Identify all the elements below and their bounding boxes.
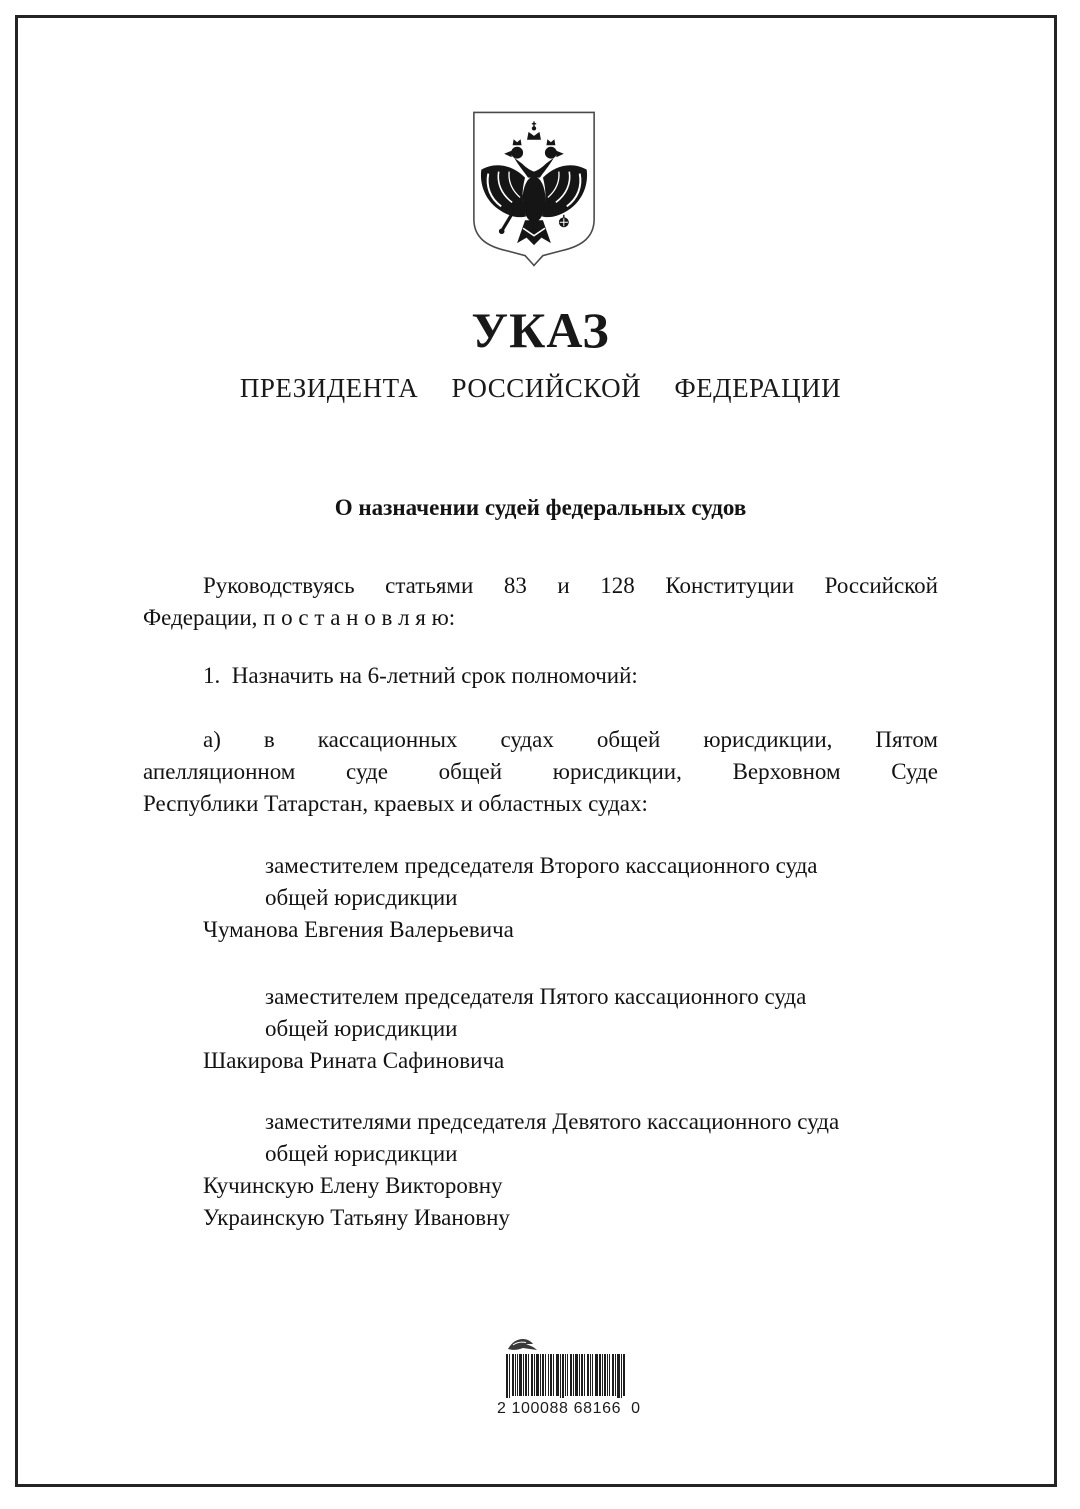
appointment-block-1 (143, 850, 938, 946)
item-1a-line-1: а) в кассационных судах общей юрисдикции, Пятом (203, 727, 938, 752)
preamble-paragraph (143, 570, 938, 634)
item-1-line: 1. Назначить на 6-летний срок полномочий: (203, 663, 638, 688)
appointment-3-position-line-2: общей юрисдикции (265, 1141, 458, 1166)
appointment-1-name: Чуманова Евгения Валерьевича (203, 917, 514, 942)
coat-of-arms-emblem (468, 108, 600, 267)
appointment-block-2 (143, 981, 938, 1077)
appointment-block-3 (143, 1106, 938, 1234)
appointment-2-position-line-1: заместителем председателя Пятого кассационного суда (265, 984, 807, 1009)
appointment-1-position-line-2: общей юрисдикции (265, 885, 458, 910)
item-1a-paragraph (143, 724, 938, 820)
decree-subject-title: О назначении судей федеральных судов (334, 495, 747, 520)
appointment-3-name-2: Украинскую Татьяну Ивановну (203, 1205, 510, 1230)
preamble-line-1: Руководствуясь статьями 83 и 128 Конституции Российской (203, 573, 938, 598)
appointment-2-name: Шакирова Рината Сафиновича (203, 1048, 505, 1073)
page-border-frame (15, 15, 1057, 1487)
item-1-paragraph (143, 660, 938, 692)
barcode-bars (506, 1354, 625, 1398)
item-1a-line-3: Республики Татарстан, краевых и областных судах: (143, 791, 648, 816)
decree-type-title: УКАЗ (471, 302, 610, 358)
appointment-2-position-line-2: общей юрисдикции (265, 1016, 458, 1041)
appointment-3-position-line-1: заместителями председателя Девятого кассационного суда (265, 1109, 840, 1134)
decree-issuer-line: ПРЕЗИДЕНТА РОССИЙСКОЙ ФЕДЕРАЦИИ (239, 373, 842, 403)
russia-coat-of-arms-icon (468, 108, 600, 267)
appointment-1-position-line-1: заместителем председателя Второго кассационного суда (265, 853, 818, 878)
barcode-block (497, 1336, 647, 1418)
barcode-number: 2 100088 68166 0 (497, 1400, 641, 1417)
appointment-3-name-1: Кучинскую Елену Викторовну (203, 1173, 503, 1198)
barcode-eagle-icon (507, 1336, 539, 1352)
document-content (143, 18, 938, 1484)
item-1a-line-2: апелляционном суде общей юрисдикции, Верховном Суде (143, 759, 938, 784)
preamble-line-2: Федерации, п о с т а н о в л я ю: (143, 605, 456, 630)
